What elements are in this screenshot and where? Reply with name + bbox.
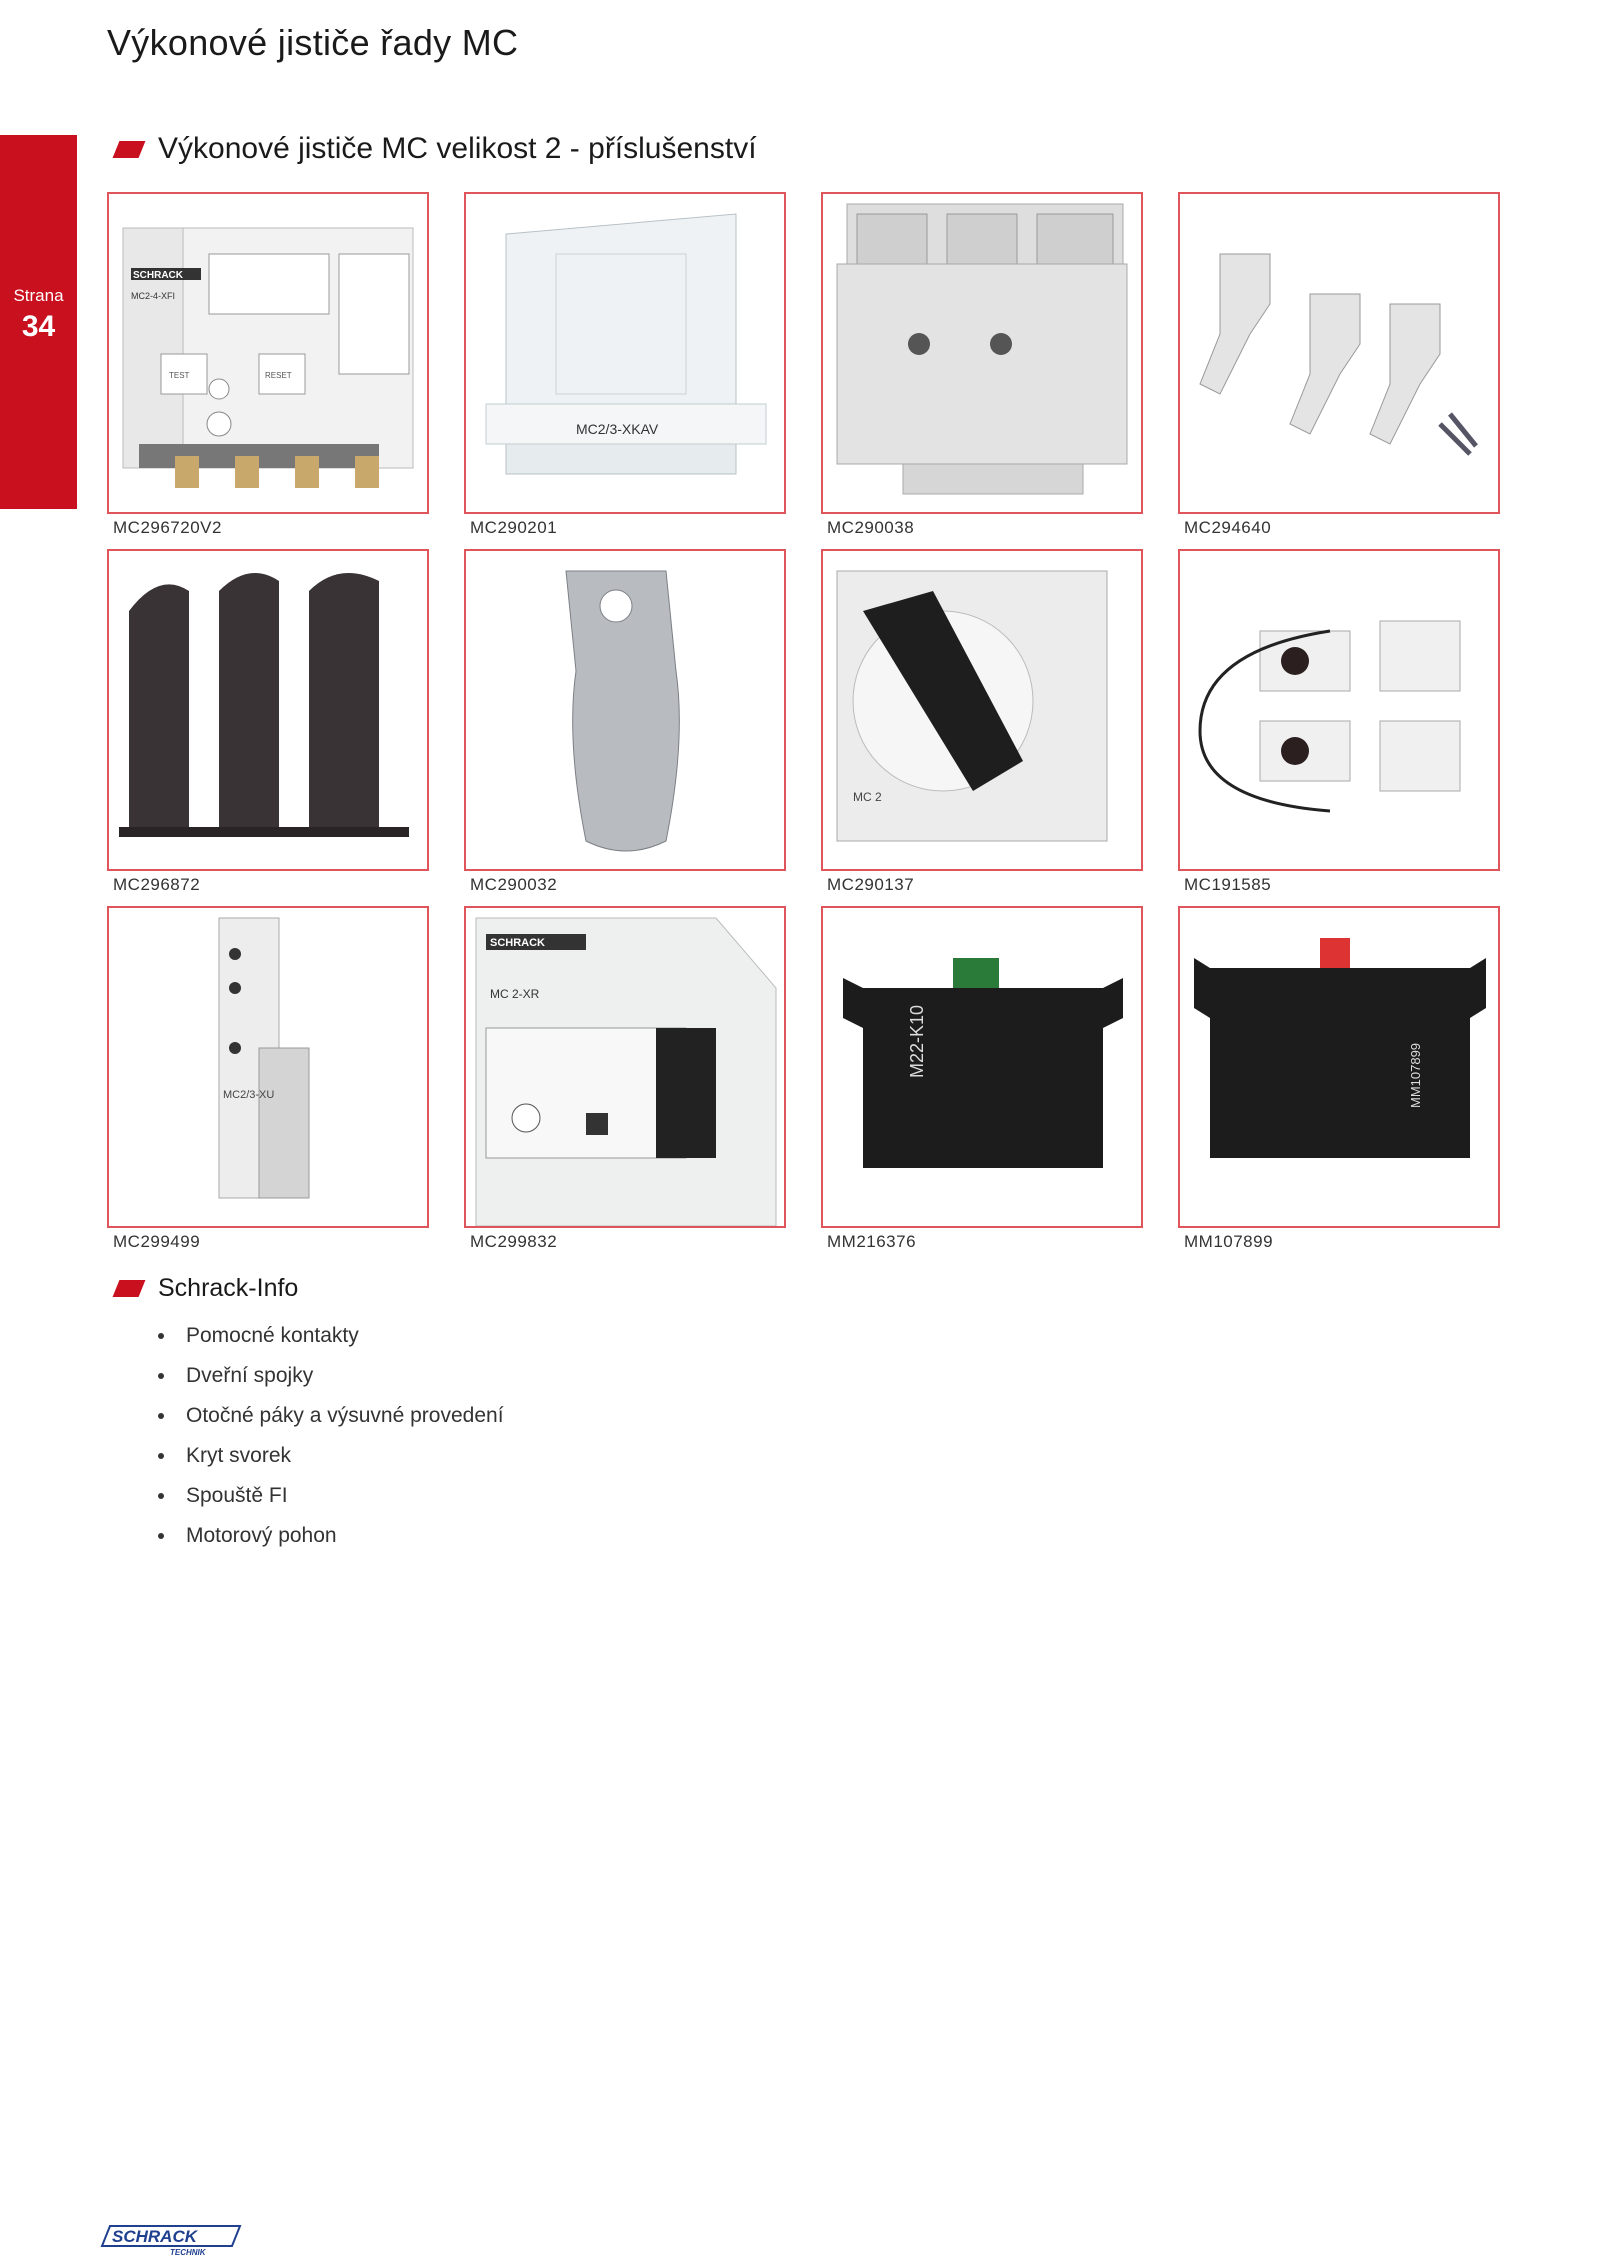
page-number-tab bbox=[0, 135, 77, 509]
product-code: MC296720V2 bbox=[113, 518, 222, 537]
p0-model: MC2-4-XFI bbox=[131, 291, 176, 301]
schrack-logo bbox=[100, 2222, 242, 2258]
page-number: 34 bbox=[21, 310, 56, 343]
bullet-icon bbox=[158, 1413, 164, 1419]
undervoltage-release-icon bbox=[109, 908, 427, 1226]
contact-block-icon bbox=[823, 908, 1141, 1226]
product-card[interactable] bbox=[464, 906, 786, 1252]
rotary-handle-icon bbox=[823, 551, 1141, 869]
product-code: MC294640 bbox=[1184, 518, 1272, 537]
list-item-text: Kryt svorek bbox=[186, 1444, 292, 1467]
transparent-terminal-cover-icon bbox=[466, 194, 784, 512]
product-code: MM107899 bbox=[1184, 1232, 1274, 1251]
p9-model: MC 2-XR bbox=[490, 987, 540, 1001]
p0-reset: RESET bbox=[265, 371, 292, 380]
phase-barriers-icon bbox=[109, 551, 427, 869]
product-card[interactable] bbox=[1178, 192, 1500, 538]
product-card[interactable] bbox=[1178, 549, 1500, 895]
product-image-frame bbox=[1178, 549, 1500, 871]
product-code: MC290032 bbox=[470, 875, 558, 894]
product-card[interactable] bbox=[107, 906, 429, 1252]
motor-operator-icon bbox=[466, 908, 784, 1226]
list-item-text: Otočné páky a výsuvné provedení bbox=[186, 1404, 504, 1427]
product-image-frame bbox=[821, 906, 1143, 1228]
p1-model: MC2/3-XKAV bbox=[576, 421, 659, 437]
list-item-text: Pomocné kontakty bbox=[186, 1324, 359, 1347]
bullet-icon bbox=[158, 1453, 164, 1459]
product-image-frame bbox=[464, 192, 786, 514]
list-item-text: Motorový pohon bbox=[186, 1524, 337, 1547]
product-card[interactable] bbox=[821, 549, 1143, 895]
p11-model: MM107899 bbox=[1408, 1042, 1423, 1108]
product-code: MC290137 bbox=[827, 875, 915, 894]
product-image-frame bbox=[107, 906, 429, 1228]
p0-brand: SCHRACK bbox=[133, 270, 183, 281]
product-code: MC296872 bbox=[113, 875, 201, 894]
page-title: Výkonové jističe řady MC bbox=[107, 22, 519, 63]
product-card[interactable] bbox=[464, 549, 786, 895]
list-item-text: Spouště FI bbox=[186, 1484, 288, 1507]
product-image-frame bbox=[821, 549, 1143, 871]
list-item bbox=[158, 1476, 504, 1516]
list-item bbox=[158, 1396, 504, 1436]
section-marker-icon bbox=[113, 141, 146, 158]
contact-block-icon bbox=[1180, 908, 1498, 1226]
door-interlock-cable-icon bbox=[1180, 551, 1498, 869]
list-item bbox=[158, 1436, 504, 1476]
info-heading bbox=[116, 1274, 298, 1303]
product-code: MC299499 bbox=[113, 1232, 201, 1251]
product-code: MC191585 bbox=[1184, 875, 1272, 894]
section-heading bbox=[116, 132, 757, 166]
product-code: MM216376 bbox=[827, 1232, 917, 1251]
product-card[interactable] bbox=[107, 549, 429, 895]
bullet-icon bbox=[158, 1333, 164, 1339]
list-item bbox=[158, 1316, 504, 1356]
p9-brand: SCHRACK bbox=[490, 937, 545, 949]
product-card[interactable] bbox=[821, 906, 1143, 1252]
p0-test: TEST bbox=[169, 371, 190, 380]
page-label: Strana bbox=[13, 286, 64, 305]
bullet-icon bbox=[158, 1373, 164, 1379]
bullet-icon bbox=[158, 1533, 164, 1539]
product-code: MC290201 bbox=[470, 518, 558, 537]
list-item bbox=[158, 1516, 504, 1556]
section-heading-text: Výkonové jističe MC velikost 2 - příslušenství bbox=[158, 132, 757, 165]
product-image-frame bbox=[821, 192, 1143, 514]
info-list bbox=[158, 1316, 504, 1556]
product-image-frame bbox=[107, 549, 429, 871]
product-image-frame bbox=[1178, 906, 1500, 1228]
product-code: MC299832 bbox=[470, 1232, 558, 1251]
p6-model: MC 2 bbox=[853, 790, 882, 804]
p10-model: M22-K10 bbox=[907, 1004, 927, 1078]
product-image-frame bbox=[1178, 192, 1500, 514]
list-item-text: Dveřní spojky bbox=[186, 1364, 314, 1387]
info-heading-text: Schrack-Info bbox=[158, 1274, 299, 1302]
product-card[interactable] bbox=[464, 192, 786, 538]
product-image-frame bbox=[464, 906, 786, 1228]
product-image-frame bbox=[107, 192, 429, 514]
list-item bbox=[158, 1356, 504, 1396]
logo-text: SCHRACK bbox=[112, 2227, 197, 2246]
logo-subtext: TECHNIK bbox=[170, 2248, 206, 2257]
p8-model: MC2/3-XU bbox=[223, 1089, 275, 1101]
product-card[interactable] bbox=[1178, 906, 1500, 1252]
product-code: MC290038 bbox=[827, 518, 915, 537]
product-card[interactable] bbox=[107, 192, 429, 538]
terminal-cover-icon bbox=[823, 194, 1141, 512]
terminal-connectors-icon bbox=[1180, 194, 1498, 512]
product-card[interactable] bbox=[821, 192, 1143, 538]
bullet-icon bbox=[158, 1493, 164, 1499]
residual-current-module-icon bbox=[109, 194, 427, 512]
product-image-frame bbox=[464, 549, 786, 871]
section-marker-icon bbox=[113, 1280, 146, 1297]
cable-lug-icon bbox=[466, 551, 784, 869]
